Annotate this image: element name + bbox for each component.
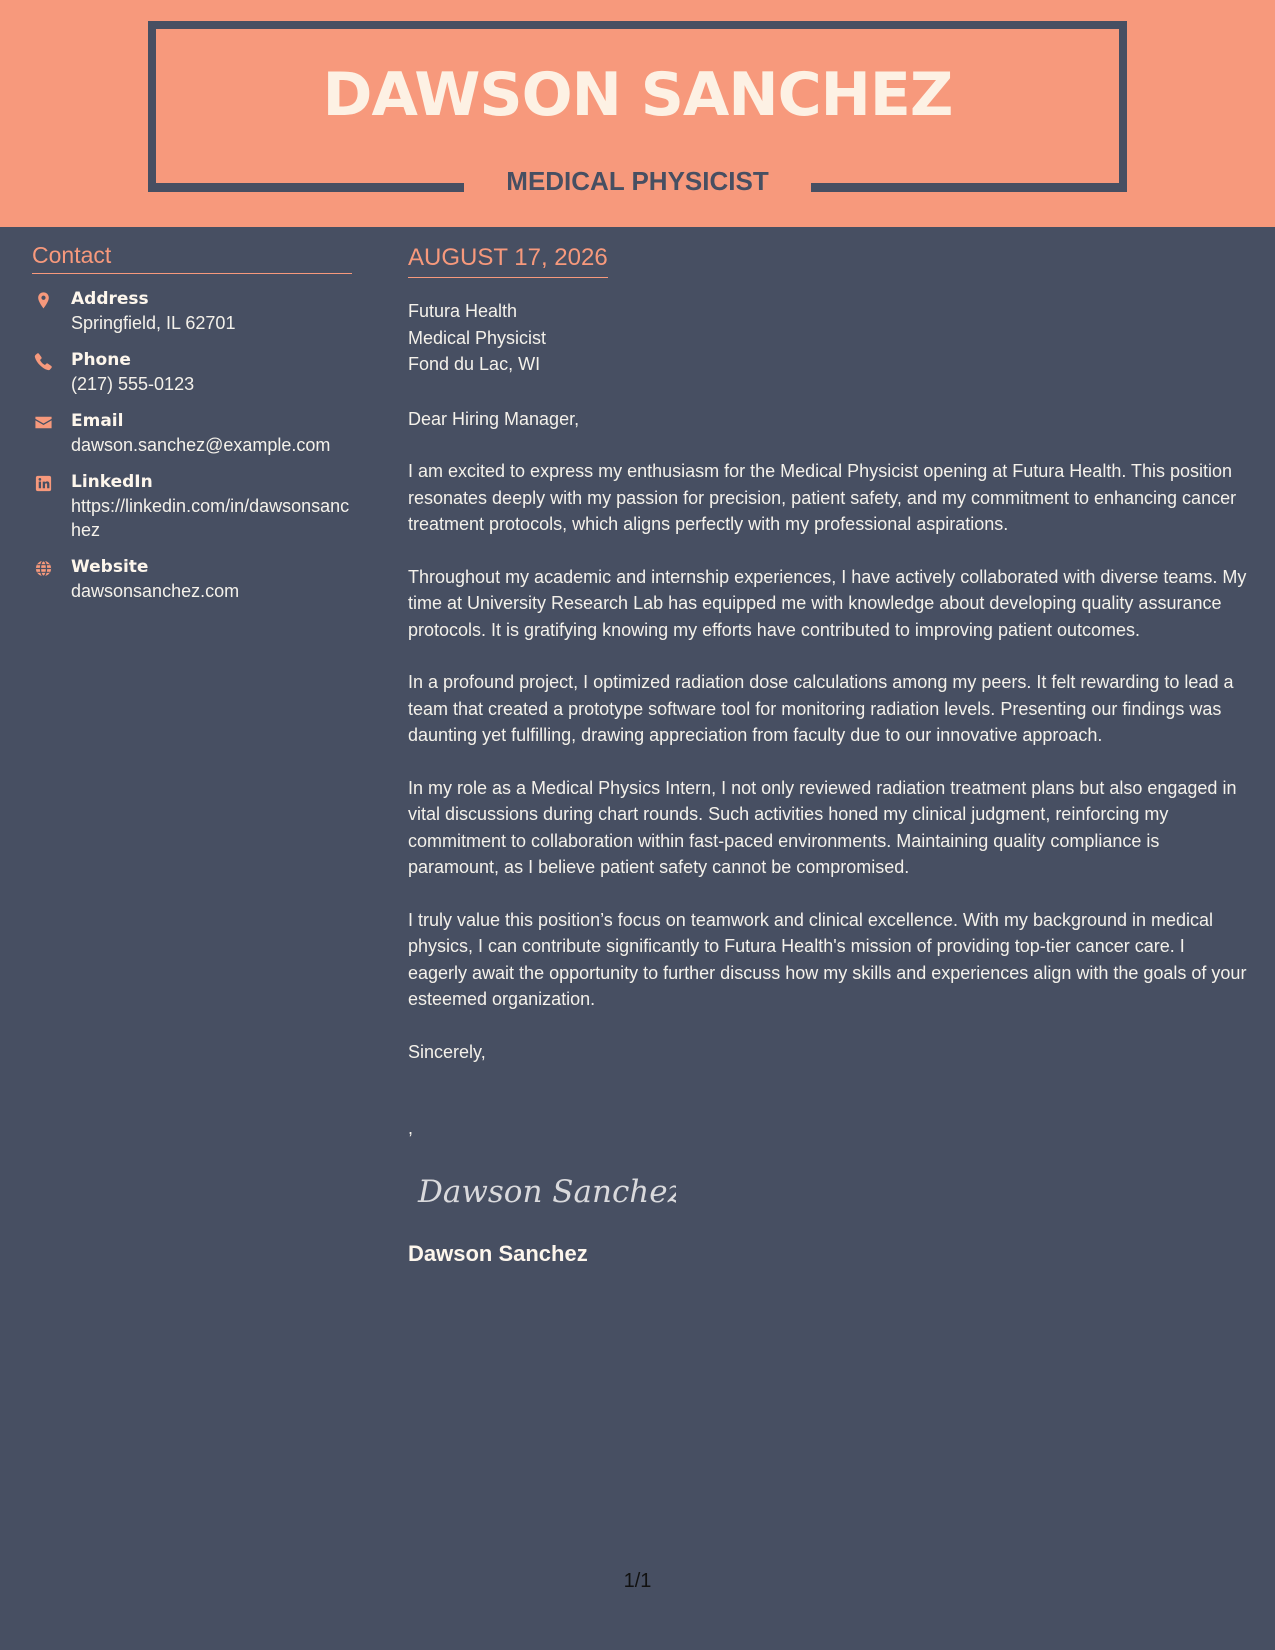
signed-name: Dawson Sanchez	[408, 1240, 588, 1266]
contact-label: LinkedIn	[71, 472, 153, 492]
header-frame-bottom-right	[811, 183, 1127, 192]
contact-website	[32, 555, 352, 603]
letter-date: AUGUST 17, 2026	[408, 244, 608, 278]
contact-value: (217) 555-0123	[71, 374, 195, 394]
handwritten-signature	[416, 1160, 676, 1220]
contact-label: Address	[71, 289, 149, 309]
envelope-icon	[34, 413, 53, 432]
recipient-position: Medical Physicist	[408, 327, 547, 348]
contact-value: dawsonsanchez.com	[71, 581, 240, 601]
letter-paragraph: Throughout my academic and internship experiences, I have actively collaborated with diverse teams. My time at University Research Lab has equipped me with knowledge about developing quality assurance protocols. It is gratifying knowing my efforts have contributed to improving patient outcomes.	[408, 566, 1247, 640]
letter-paragraph: I am excited to express my enthusiasm for the Medical Physicist opening at Futura Health. This position resonates deeply with my passion for precision, patient safety, and my commitment to enhancing cancer treatment protocols, which aligns perfectly with my professional aspirations.	[408, 461, 1237, 534]
contact-linkedin	[32, 470, 352, 542]
contact-label: Website	[71, 557, 149, 577]
applicant-name: DAWSON SANCHEZ	[322, 60, 953, 130]
contact-sidebar	[32, 242, 352, 603]
page-number: 1/1	[623, 1570, 652, 1592]
phone-icon	[34, 352, 53, 371]
linkedin-icon	[34, 474, 53, 493]
recipient-company: Futura Health	[408, 301, 518, 321]
contact-email	[32, 409, 352, 457]
recipient-block	[408, 298, 1248, 378]
salutation: Dear Hiring Manager,	[408, 408, 580, 429]
contact-value: dawson.sanchez@example.com	[71, 435, 331, 455]
contact-label: Email	[71, 411, 124, 431]
letter-paragraph: In a profound project, I optimized radiation dose calculations among my peers. It felt rewarding to lead a team that created a prototype software tool for monitoring radiation levels. Presenting our findings was daunting yet fulfilling, drawing appreciation from faculty due to our innovative approach.	[408, 672, 1234, 745]
globe-icon	[34, 559, 53, 578]
letter-paragraph: In my role as a Medical Physics Intern, I not only reviewed radiation treatment plans but also engaged in vital discussions during chart rounds. Such activities honed my clinical judgment, reinforcing my commitment to collaboration within fast-paced environments. Maintaining quality compliance is paramount, as I believe patient safety cannot be compromised.	[408, 777, 1237, 877]
letter-paragraph: I truly value this position’s focus on teamwork and clinical excellence. With my background in medical physics, I can contribute significantly to Futura Health's mission of providing top-tier cancer care. I eagerly await the opportunity to further discuss how my skills and experiences align with the goals of your esteemed organization.	[408, 909, 1247, 1009]
contact-phone	[32, 348, 352, 396]
job-title: MEDICAL PHYSICIST	[506, 166, 769, 196]
letter-body	[408, 244, 1248, 1267]
closing: Sincerely,	[408, 1041, 486, 1062]
contact-heading: Contact	[32, 242, 352, 274]
map-pin-icon	[34, 291, 53, 310]
header-banner	[0, 0, 1275, 227]
contact-address	[32, 287, 352, 335]
signature-text: Dawson Sanchez	[418, 1173, 676, 1210]
contact-value: Springfield, IL 62701	[71, 313, 236, 333]
signature-comma: ,	[408, 1118, 414, 1138]
header-frame-bottom-left	[148, 183, 464, 192]
contact-label: Phone	[71, 350, 131, 370]
contact-value: https://linkedin.com/in/dawsonsanchez	[71, 496, 350, 540]
recipient-location: Fond du Lac, WI	[408, 354, 541, 374]
